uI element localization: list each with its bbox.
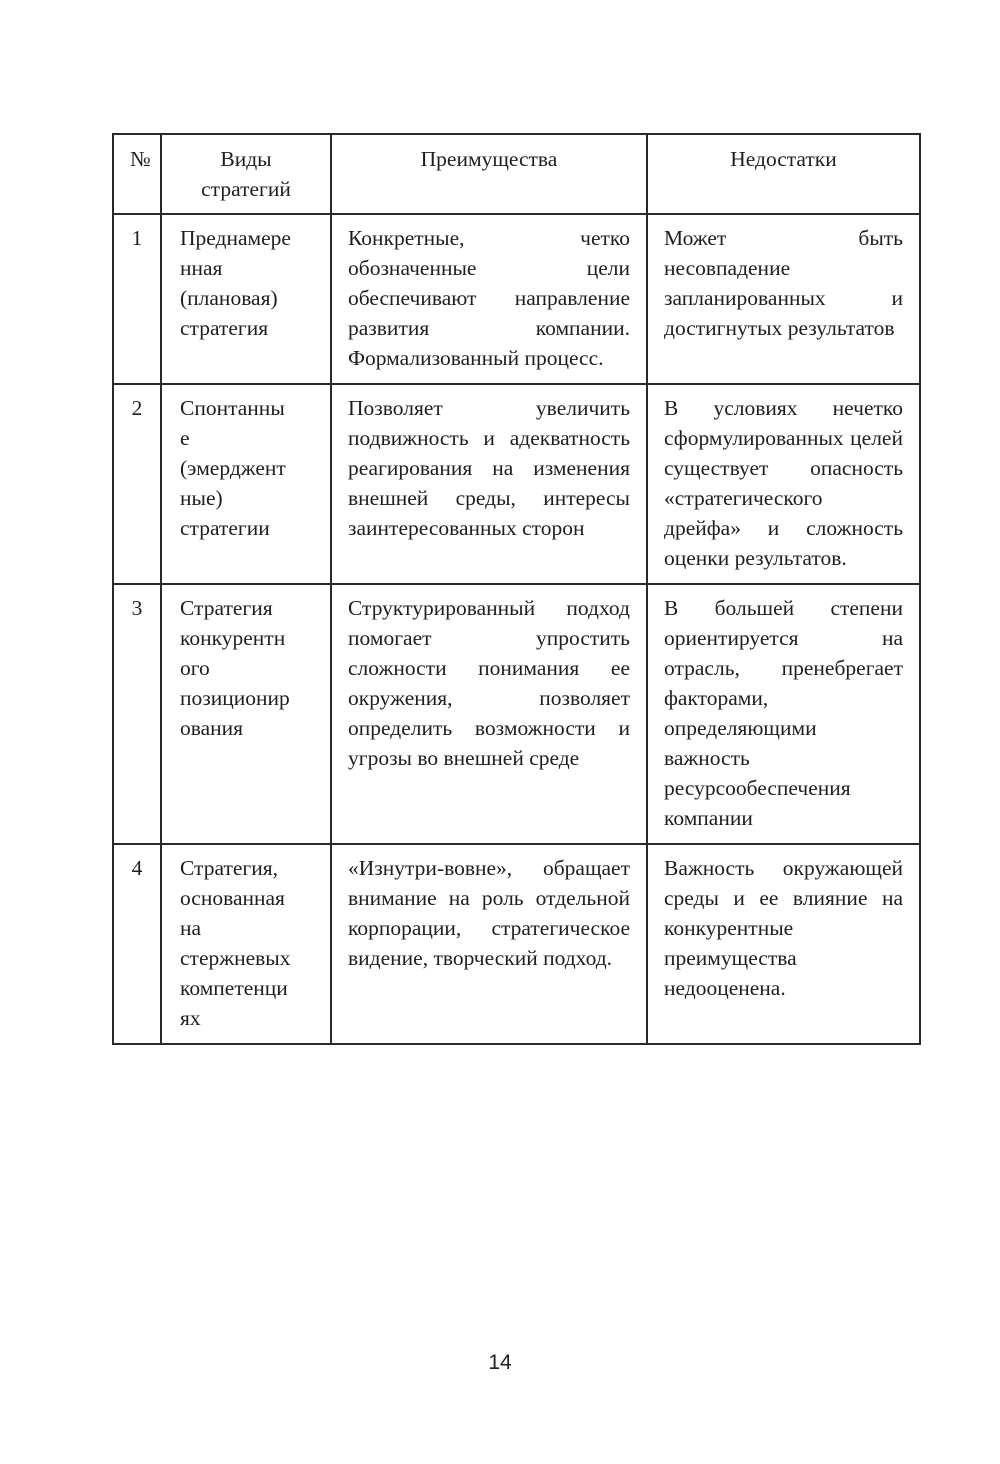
table-header-row xyxy=(113,134,920,214)
advantages-cell: Конкретные, четко обозначенные цели обеспечивают направление развития компании. Формализованный процесс. xyxy=(331,214,647,384)
strategy-name xyxy=(161,214,331,384)
strategy-name xyxy=(161,384,331,584)
disadvantages-cell: В условиях нечетко сформулированных целей существует опасность «стратегического дрейфа» и сложность оценки результатов. xyxy=(647,384,920,584)
strategy-name xyxy=(161,844,331,1044)
row-number: 2 xyxy=(113,384,161,584)
advantages-cell: Структурированный подход помогает упростить сложности понимания ее окружения, позволяет определить возможности и угрозы во внешней среде xyxy=(331,584,647,844)
disadvantages-cell: Важность окружающей среды и ее влияние на конкурентные преимущества недооценена. xyxy=(647,844,920,1044)
row-number: 3 xyxy=(113,584,161,844)
table-row xyxy=(113,844,920,1044)
page-number: 14 xyxy=(488,1351,512,1374)
strategy-name-text: Преднамере нная (плановая) стратегия xyxy=(180,226,291,340)
strategy-name xyxy=(161,584,331,844)
table-row xyxy=(113,214,920,384)
strategy-name-text: Спонтанны е (эмерджент ные) стратегии xyxy=(180,396,286,540)
disadvantages-cell: В большей степени ориентируется на отрасль, пренебрегает факторами, определяющими важность ресурсообеспечения компании xyxy=(647,584,920,844)
row-number: 4 xyxy=(113,844,161,1044)
table-row xyxy=(113,384,920,584)
table-row xyxy=(113,584,920,844)
strategy-types-table xyxy=(112,133,921,1045)
disadvantages-cell: Может быть несовпадение запланированных и достигнутых результатов xyxy=(647,214,920,384)
strategy-name-text: Стратегия конкурентн ого позиционир ования xyxy=(180,596,290,740)
advantages-cell: «Изнутри-вовне», обращает внимание на роль отдельной корпорации, стратегическое видение, творческий подход. xyxy=(331,844,647,1044)
header-strategy-types: Виды стратегий xyxy=(161,134,331,214)
advantages-cell: Позволяет увеличить подвижность и адекватность реагирования на изменения внешней среды, интересы заинтересованных сторон xyxy=(331,384,647,584)
header-disadvantages: Недостатки xyxy=(647,134,920,214)
strategy-name-text: Стратегия, основанная на стержневых компетенци ях xyxy=(180,856,291,1030)
header-advantages: Преимущества xyxy=(331,134,647,214)
header-number: № xyxy=(113,134,161,214)
row-number: 1 xyxy=(113,214,161,384)
